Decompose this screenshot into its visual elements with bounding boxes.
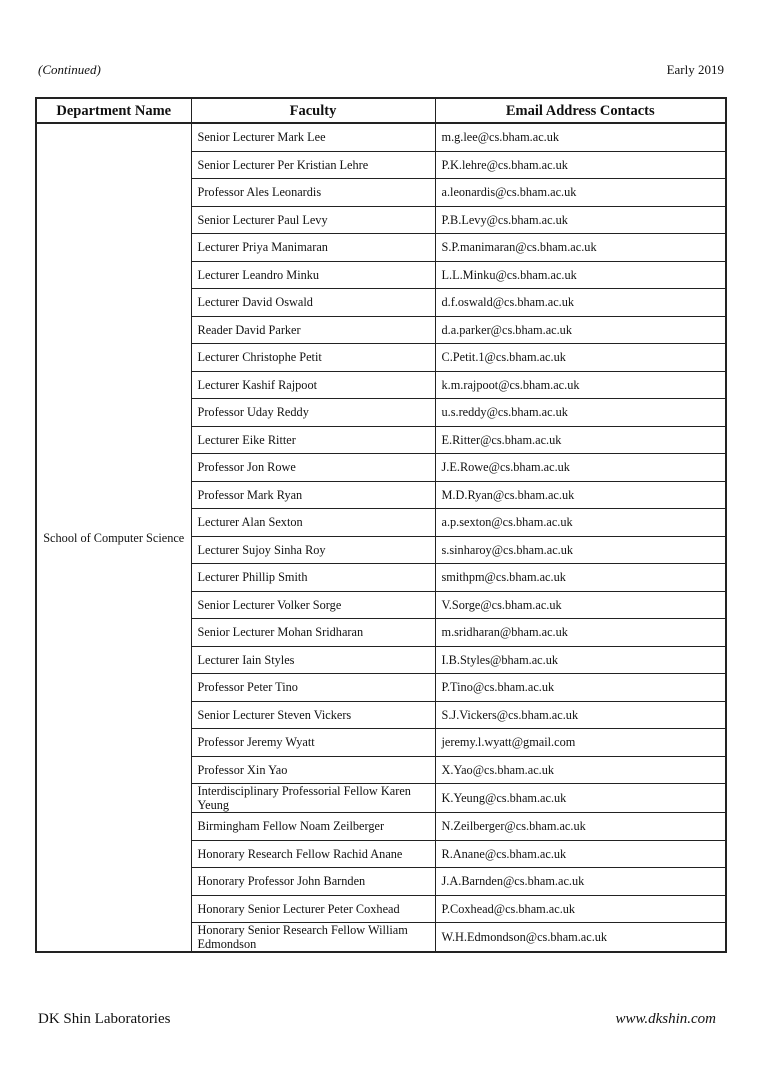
- table-body: [36, 123, 726, 952]
- email-cell: s.sinharoy@cs.bham.ac.uk: [435, 536, 726, 564]
- column-header-email: Email Address Contacts: [435, 98, 726, 123]
- faculty-cell: Lecturer David Oswald: [191, 289, 435, 317]
- faculty-cell: Lecturer Iain Styles: [191, 646, 435, 674]
- email-cell: W.H.Edmondson@cs.bham.ac.uk: [435, 923, 726, 953]
- email-cell: S.J.Vickers@cs.bham.ac.uk: [435, 701, 726, 729]
- continued-label: (Continued): [38, 62, 101, 77]
- faculty-cell: Honorary Professor John Barnden: [191, 868, 435, 896]
- faculty-cell: Professor Peter Tino: [191, 674, 435, 702]
- email-cell: I.B.Styles@bham.ac.uk: [435, 646, 726, 674]
- faculty-cell: Professor Xin Yao: [191, 756, 435, 784]
- contacts-table: [35, 97, 727, 953]
- email-cell: P.B.Levy@cs.bham.ac.uk: [435, 206, 726, 234]
- faculty-cell: Professor Uday Reddy: [191, 399, 435, 427]
- email-cell: C.Petit.1@cs.bham.ac.uk: [435, 344, 726, 372]
- faculty-cell: Professor Jon Rowe: [191, 454, 435, 482]
- faculty-cell: Professor Jeremy Wyatt: [191, 729, 435, 757]
- faculty-cell: Senior Lecturer Steven Vickers: [191, 701, 435, 729]
- email-cell: m.g.lee@cs.bham.ac.uk: [435, 123, 726, 151]
- faculty-cell: Senior Lecturer Per Kristian Lehre: [191, 151, 435, 179]
- faculty-cell: Interdisciplinary Professorial Fellow Karen Yeung: [191, 784, 435, 813]
- email-cell: L.L.Minku@cs.bham.ac.uk: [435, 261, 726, 289]
- email-cell: u.s.reddy@cs.bham.ac.uk: [435, 399, 726, 427]
- email-cell: k.m.rajpoot@cs.bham.ac.uk: [435, 371, 726, 399]
- email-cell: d.f.oswald@cs.bham.ac.uk: [435, 289, 726, 317]
- email-cell: E.Ritter@cs.bham.ac.uk: [435, 426, 726, 454]
- table-row: [36, 123, 726, 151]
- table-header-row: [36, 98, 726, 123]
- email-cell: V.Sorge@cs.bham.ac.uk: [435, 591, 726, 619]
- faculty-cell: Lecturer Sujoy Sinha Roy: [191, 536, 435, 564]
- faculty-cell: Lecturer Phillip Smith: [191, 564, 435, 592]
- faculty-cell: Lecturer Eike Ritter: [191, 426, 435, 454]
- faculty-cell: Honorary Senior Lecturer Peter Coxhead: [191, 895, 435, 923]
- email-cell: P.Coxhead@cs.bham.ac.uk: [435, 895, 726, 923]
- email-cell: a.leonardis@cs.bham.ac.uk: [435, 179, 726, 207]
- faculty-cell: Senior Lecturer Paul Levy: [191, 206, 435, 234]
- faculty-cell: Birmingham Fellow Noam Zeilberger: [191, 813, 435, 841]
- email-cell: J.E.Rowe@cs.bham.ac.uk: [435, 454, 726, 482]
- faculty-cell: Professor Mark Ryan: [191, 481, 435, 509]
- email-cell: P.Tino@cs.bham.ac.uk: [435, 674, 726, 702]
- faculty-cell: Reader David Parker: [191, 316, 435, 344]
- faculty-cell: Professor Ales Leonardis: [191, 179, 435, 207]
- date-label: Early 2019: [666, 62, 724, 77]
- faculty-cell: Honorary Senior Research Fellow William Edmondson: [191, 923, 435, 953]
- email-cell: J.A.Barnden@cs.bham.ac.uk: [435, 868, 726, 896]
- email-cell: smithpm@cs.bham.ac.uk: [435, 564, 726, 592]
- faculty-cell: Lecturer Priya Manimaran: [191, 234, 435, 262]
- faculty-cell: Lecturer Alan Sexton: [191, 509, 435, 537]
- footer-website: www.dkshin.com: [615, 1011, 716, 1027]
- email-cell: d.a.parker@cs.bham.ac.uk: [435, 316, 726, 344]
- faculty-cell: Lecturer Kashif Rajpoot: [191, 371, 435, 399]
- email-cell: S.P.manimaran@cs.bham.ac.uk: [435, 234, 726, 262]
- email-cell: R.Anane@cs.bham.ac.uk: [435, 840, 726, 868]
- faculty-cell: Honorary Research Fellow Rachid Anane: [191, 840, 435, 868]
- email-cell: jeremy.l.wyatt@gmail.com: [435, 729, 726, 757]
- column-header-department: Department Name: [36, 98, 191, 123]
- faculty-cell: Senior Lecturer Volker Sorge: [191, 591, 435, 619]
- department-cell: School of Computer Science: [36, 123, 191, 952]
- faculty-cell: Senior Lecturer Mark Lee: [191, 123, 435, 151]
- faculty-cell: Lecturer Leandro Minku: [191, 261, 435, 289]
- faculty-cell: Senior Lecturer Mohan Sridharan: [191, 619, 435, 647]
- email-cell: M.D.Ryan@cs.bham.ac.uk: [435, 481, 726, 509]
- email-cell: K.Yeung@cs.bham.ac.uk: [435, 784, 726, 813]
- footer-lab-name: DK Shin Laboratories: [38, 1011, 171, 1027]
- faculty-cell: Lecturer Christophe Petit: [191, 344, 435, 372]
- email-cell: m.sridharan@bham.ac.uk: [435, 619, 726, 647]
- email-cell: X.Yao@cs.bham.ac.uk: [435, 756, 726, 784]
- email-cell: a.p.sexton@cs.bham.ac.uk: [435, 509, 726, 537]
- email-cell: P.K.lehre@cs.bham.ac.uk: [435, 151, 726, 179]
- email-cell: N.Zeilberger@cs.bham.ac.uk: [435, 813, 726, 841]
- column-header-faculty: Faculty: [191, 98, 435, 123]
